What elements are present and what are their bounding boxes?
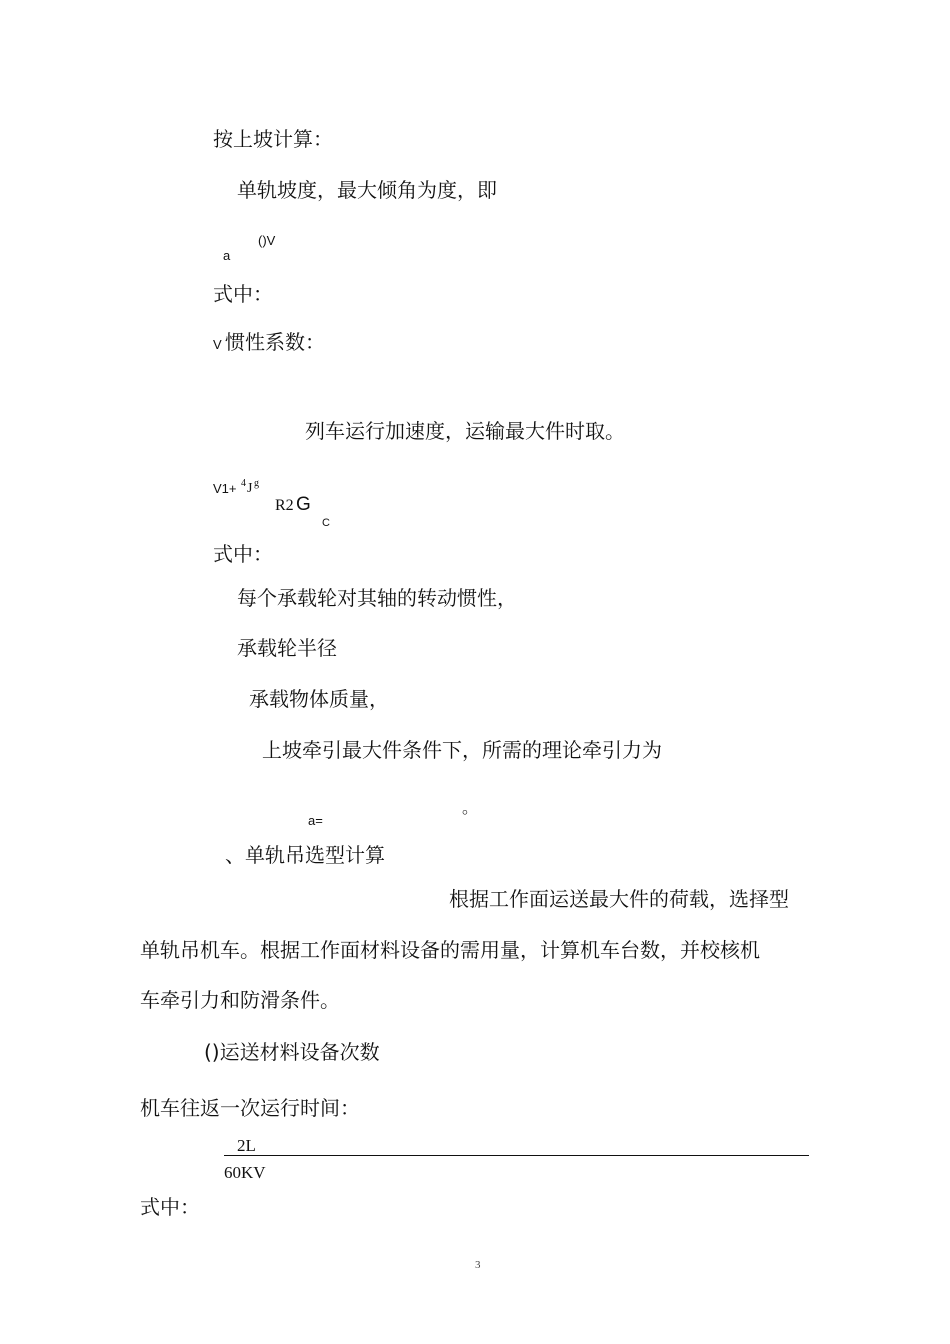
text-line: 单轨坡度，最大倾角为度，即: [237, 178, 497, 202]
fraction-bar: [224, 1155, 809, 1156]
formula-fragment: C: [322, 517, 330, 529]
section-heading: 、单轨吊选型计算: [225, 843, 385, 867]
formula-fragment: 。: [462, 798, 479, 817]
formula-fragment: a: [223, 248, 231, 263]
formula-fragment: R2: [275, 497, 294, 514]
text-line: 式中：: [213, 282, 273, 306]
text-line: 上坡牵引最大件条件下，所需的理论牵引力为: [262, 738, 662, 762]
formula-fragment: G: [296, 494, 311, 515]
formula-fragment: V1+: [213, 481, 237, 496]
text-line: 按上坡计算：: [213, 127, 333, 151]
text-line: 承载物体质量，: [249, 687, 389, 711]
text-line: 式中：: [213, 542, 273, 566]
text-line: 机车往返一次运行时间：: [140, 1096, 360, 1120]
paragraph-line: 车牵引力和防滑条件。: [140, 988, 340, 1012]
text-line: 承载轮半径: [237, 636, 337, 660]
paragraph-line: 单轨吊机车。根据工作面材料设备的需用量，计算机车台数，并校核机: [140, 938, 760, 962]
formula-fragment: ()V: [258, 233, 276, 248]
text-line: 列车运行加速度，运输最大件时取。: [305, 419, 625, 443]
formula-superscript: g: [254, 478, 259, 489]
formula-fragment: V: [213, 337, 222, 352]
fraction-numerator: 2L: [237, 1136, 256, 1155]
fraction-denominator: 60KV: [224, 1163, 266, 1182]
formula-fragment: a=: [308, 813, 323, 828]
text-line: 式中：: [140, 1195, 200, 1219]
section-heading: ()运送材料设备次数: [204, 1040, 380, 1064]
formula-superscript: 4: [241, 478, 246, 489]
text-line: 每个承载轮对其轴的转动惯性，: [237, 586, 517, 610]
page-number: 3: [475, 1259, 481, 1271]
text-line: 惯性系数：: [225, 330, 325, 354]
formula-fragment: J: [247, 481, 253, 496]
paragraph-line: 根据工作面运送最大件的荷载，选择型: [449, 887, 789, 911]
